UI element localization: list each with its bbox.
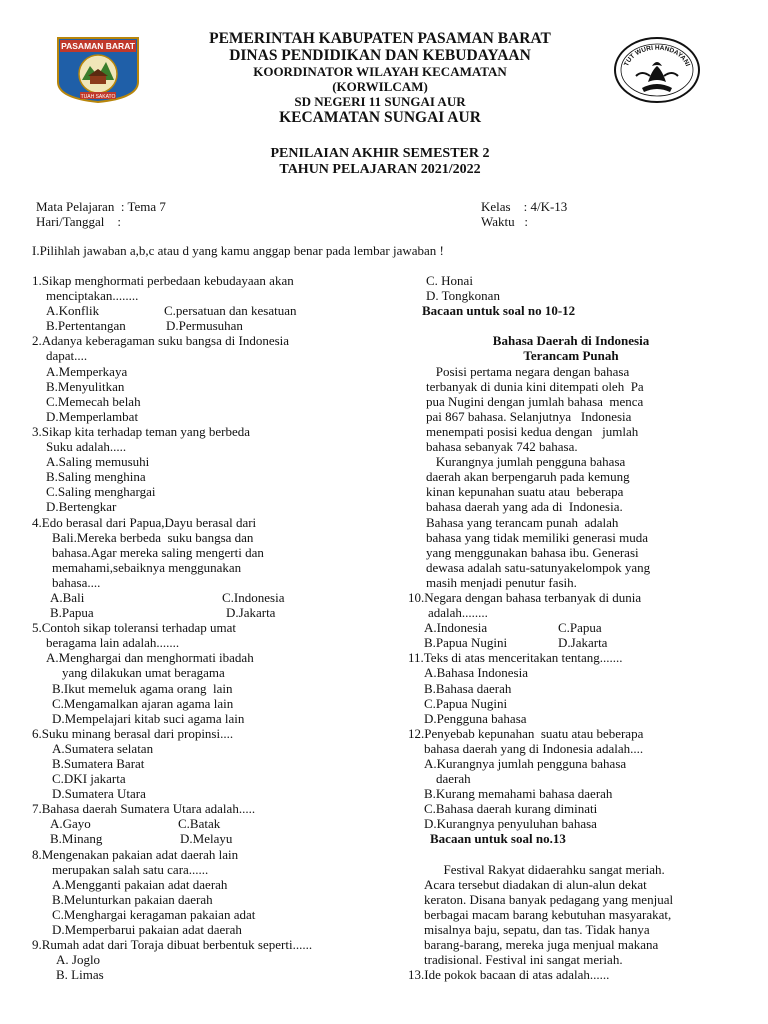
- q10-option-b: B.Papua Nugini: [424, 635, 508, 651]
- question-3: 3.Sikap kita terhadap teman yang berbeda: [32, 423, 251, 439]
- reading-1-line-2: terbanyak di dunia kini ditempati oleh Pa: [426, 378, 644, 394]
- reading-1-line-15: masih menjadi penutur fasih.: [426, 574, 577, 590]
- question-7-options-ac: [32, 816, 407, 831]
- reading-1-line-9: kinan kepunahan suatu atau beberapa: [426, 484, 624, 500]
- right-column: [406, 273, 736, 982]
- q1-option-b: B.Pertentangan: [46, 318, 126, 334]
- logo-left-top-text: PASAMAN BARAT: [61, 41, 135, 51]
- reading-1-line-3: pua Nugini dengan jumlah bahasa menca: [426, 393, 644, 409]
- letterhead-coordinator: KOORDINATOR WILAYAH KECAMATAN: [253, 64, 507, 79]
- spacer: [406, 318, 736, 333]
- reading-1-line-11: Bahasa yang terancam punah adalah: [426, 514, 619, 530]
- letterhead-korwilcam: (KORWILCAM): [332, 79, 428, 94]
- question-8-cont: merupakan salah satu cara......: [52, 861, 209, 877]
- q7-option-b: B.Minang: [50, 831, 103, 847]
- question-1-options-bd: [32, 318, 407, 333]
- q11-option-d: D.Pengguna bahasa: [424, 710, 527, 726]
- reading-1-line-1: Posisi pertama negara dengan bahasa: [426, 363, 630, 379]
- exam-year: TAHUN PELAJARAN 2021/2022: [279, 162, 481, 177]
- q12-option-d: D.Kurangnya penyuluhan bahasa: [424, 816, 597, 832]
- tut-wuri-handayani-logo: [612, 36, 702, 104]
- q12-option-b: B.Kurang memahami bahasa daerah: [424, 786, 613, 802]
- reading-2-line-3: keraton. Disana banyak pedagang yang menjual: [424, 891, 674, 907]
- reading-1-line-8: daerah akan berpengaruh pada kemung: [426, 469, 630, 485]
- q3-option-d: D.Bertengkar: [46, 499, 117, 515]
- q11-option-c: C.Papua Nugini: [424, 695, 508, 711]
- q4-option-d: D.Jakarta: [226, 605, 276, 621]
- q7-option-c: C.Batak: [178, 816, 221, 832]
- q4-option-b: B.Papua: [50, 605, 94, 621]
- q4-option-c: C.Indonesia: [222, 589, 285, 605]
- q1-option-d: D.Permusuhan: [166, 318, 243, 334]
- exam-title: PENILAIAN AKHIR SEMESTER 2: [270, 146, 490, 161]
- question-7: 7.Bahasa daerah Sumatera Utara adalah.....: [32, 801, 256, 817]
- reading-1-line-10: bahasa daerah yang ada di Indonesia.: [426, 499, 623, 515]
- q12-option-a: A.Kurangnya jumlah pengguna bahasa: [424, 756, 627, 771]
- question-2-cont: dapat....: [46, 348, 88, 364]
- q9-option-d: D. Tongkonan: [426, 288, 500, 304]
- letterhead-government: PEMERINTAH KABUPATEN PASAMAN BARAT: [209, 30, 551, 47]
- question-7-options-bd: [32, 831, 407, 846]
- reading-1-line-5: menempati posisi kedua dengan jumlah: [426, 423, 639, 439]
- reading-1-line-4: pai 867 bahasa. Selanjutnya Indonesia: [426, 408, 632, 424]
- question-9: 9.Rumah adat dari Toraja dibuat berbentuk seperti......: [32, 937, 313, 953]
- letterhead-department: DINAS PENDIDIKAN DAN KEBUDAYAAN: [229, 47, 531, 64]
- question-8: 8.Mengenakan pakaian adat daerah lain: [32, 846, 239, 862]
- reading-2-line-1: Festival Rakyat didaerahku sangat meriah.: [424, 861, 665, 877]
- q8-option-d: D.Memperbarui pakaian adat daerah: [52, 922, 242, 938]
- question-13: 13.Ide pokok bacaan di atas adalah......: [408, 967, 610, 983]
- question-10: 10.Negara dengan bahasa terbanyak di dunia: [408, 589, 642, 605]
- question-1-options-ac: [32, 303, 407, 318]
- q6-option-b: B.Sumatera Barat: [52, 756, 145, 771]
- q10-option-a: A.Indonesia: [424, 620, 488, 636]
- q5-option-b: B.Ikut memeluk agama orang lain: [52, 680, 233, 696]
- q6-option-c: C.DKI jakarta: [52, 771, 126, 787]
- q12-option-c: C.Bahasa daerah kurang diminati: [424, 801, 598, 817]
- reading-2-line-4: berbagai macam barang kebutuhan masyarakat,: [424, 906, 672, 922]
- q9-option-b: B. Limas: [56, 967, 104, 983]
- q4-option-a: A.Bali: [50, 589, 85, 605]
- reading-2-line-6: barang-barang, mereka juga menjual makana: [424, 937, 659, 953]
- q6-option-d: D.Sumatera Utara: [52, 786, 146, 802]
- question-4-cont-4: bahasa....: [52, 574, 101, 590]
- q5-option-a: A.Menghargai dan menghormati ibadah: [46, 650, 254, 666]
- question-4-options-ac: [32, 590, 407, 605]
- reading-2-label: Bacaan untuk soal no.13: [430, 831, 566, 847]
- q3-option-b: B.Saling menghina: [46, 469, 146, 485]
- q6-option-a: A.Sumatera selatan: [52, 740, 154, 756]
- pasaman-barat-logo: [54, 36, 142, 104]
- question-4-cont-1: Bali.Mereka berbeda suku bangsa dan: [52, 529, 254, 545]
- reading-1-line-12: bahasa yang tidak memiliki generasi muda: [426, 529, 649, 545]
- q5-option-c: C.Mengamalkan ajaran agama lain: [52, 695, 234, 711]
- q11-option-b: B.Bahasa daerah: [424, 680, 512, 696]
- reading-1-line-7: Kurangnya jumlah pengguna bahasa: [426, 454, 626, 470]
- question-3-cont: Suku adalah.....: [46, 439, 127, 455]
- question-10-options-ac: [406, 620, 736, 635]
- q2-option-c: C.Memecah belah: [46, 393, 141, 409]
- question-10-options-bd: [406, 635, 736, 650]
- meta-class: Kelas : 4/K-13: [481, 199, 568, 214]
- question-6: 6.Suku minang berasal dari propinsi....: [32, 725, 234, 741]
- logo-left-bottom-text: TUAH SAKATO: [80, 94, 116, 100]
- reading-1-line-6: bahasa sebanyak 742 bahasa.: [426, 439, 578, 455]
- q8-option-c: C.Menghargai keragaman pakaian adat: [52, 906, 256, 922]
- question-12: 12.Penyebab kepunahan suatu atau beberapa: [408, 725, 644, 741]
- question-12-cont: bahasa daerah yang di Indonesia adalah....: [424, 740, 644, 756]
- reading-2-line-7: tradisional. Festival ini sangat meriah.: [424, 952, 623, 968]
- q11-option-a: A.Bahasa Indonesia: [424, 665, 528, 681]
- instruction: I.Pilihlah jawaban a,b,c atau d yang kamu anggap benar pada lembar jawaban !: [32, 243, 444, 258]
- q2-option-d: D.Memperlambat: [46, 408, 139, 424]
- q8-option-a: A.Mengganti pakaian adat daerah: [52, 876, 228, 892]
- letterhead-school: SD NEGERI 11 SUNGAI AUR: [294, 94, 466, 109]
- q7-option-a: A.Gayo: [50, 816, 91, 832]
- letterhead-district: KECAMATAN SUNGAI AUR: [279, 109, 481, 126]
- reading-2-line-2: Acara tersebut diadakan di alun-alun dekat: [424, 876, 647, 892]
- question-4-cont-3: memahami,sebaiknya menggunakan: [52, 559, 242, 575]
- meta-date: Hari/Tanggal :: [36, 214, 122, 229]
- question-5-cont: beragama lain adalah.......: [46, 635, 180, 651]
- q8-option-b: B.Melunturkan pakaian daerah: [52, 891, 213, 907]
- q2-option-a: A.Memperkaya: [46, 363, 128, 379]
- q9-option-a: A. Joglo: [56, 952, 101, 968]
- q10-option-c: C.Papua: [558, 620, 602, 636]
- reading-1-title-1: Bahasa Daerah di Indonesia: [492, 333, 650, 349]
- question-4-cont-2: bahasa.Agar mereka saling mengerti dan: [52, 544, 264, 560]
- reading-1-label: Bacaan untuk soal no 10-12: [422, 303, 576, 319]
- reading-2-line-5: misalnya baju, sepatu, dan tas. Tidak hanya: [424, 922, 650, 938]
- question-11: 11.Teks di atas menceritakan tentang.......: [408, 650, 623, 666]
- letterhead: [150, 30, 610, 127]
- question-1-cont: menciptakan........: [46, 288, 139, 304]
- left-column: [32, 273, 407, 982]
- q3-option-c: C.Saling menghargai: [46, 484, 156, 500]
- q5-option-d: D.Mempelajari kitab suci agama lain: [52, 710, 245, 726]
- q7-option-d: D.Melayu: [180, 831, 233, 847]
- question-5: 5.Contoh sikap toleransi terhadap umat: [32, 620, 236, 636]
- q2-option-b: B.Menyulitkan: [46, 378, 125, 394]
- spacer: [406, 847, 736, 862]
- q1-option-c: C.persatuan dan kesatuan: [164, 303, 297, 319]
- q9-option-c: C. Honai: [426, 273, 473, 288]
- q3-option-a: A.Saling memusuhi: [46, 454, 150, 470]
- meta-subject: Mata Pelajaran : Tema 7: [36, 199, 166, 214]
- q12-option-a-cont: daerah: [436, 771, 471, 787]
- question-4-options-bd: [32, 605, 407, 620]
- logo-right-motto: TUT WURI HANDAYANI: [623, 44, 691, 68]
- reading-1-title-2: Terancam Punah: [523, 348, 619, 364]
- question-4: 4.Edo berasal dari Papua,Dayu berasal dari: [32, 514, 257, 530]
- q5-option-a-cont: yang dilakukan umat beragama: [62, 665, 225, 681]
- meta-time: Waktu :: [481, 214, 528, 229]
- reading-1-line-13: yang menggunakan bahasa ibu. Generasi: [426, 544, 639, 560]
- question-1: 1.Sikap menghormati perbedaan kebudayaan akan: [32, 273, 294, 288]
- exam-title-block: [150, 146, 610, 178]
- reading-1-line-14: dewasa adalah satu-satunyakelompok yang: [426, 559, 651, 575]
- q10-option-d: D.Jakarta: [558, 635, 608, 651]
- question-10-cont: adalah........: [428, 605, 488, 621]
- q1-option-a: A.Konflik: [46, 303, 100, 319]
- question-2: 2.Adanya keberagaman suku bangsa di Indonesia: [32, 333, 290, 349]
